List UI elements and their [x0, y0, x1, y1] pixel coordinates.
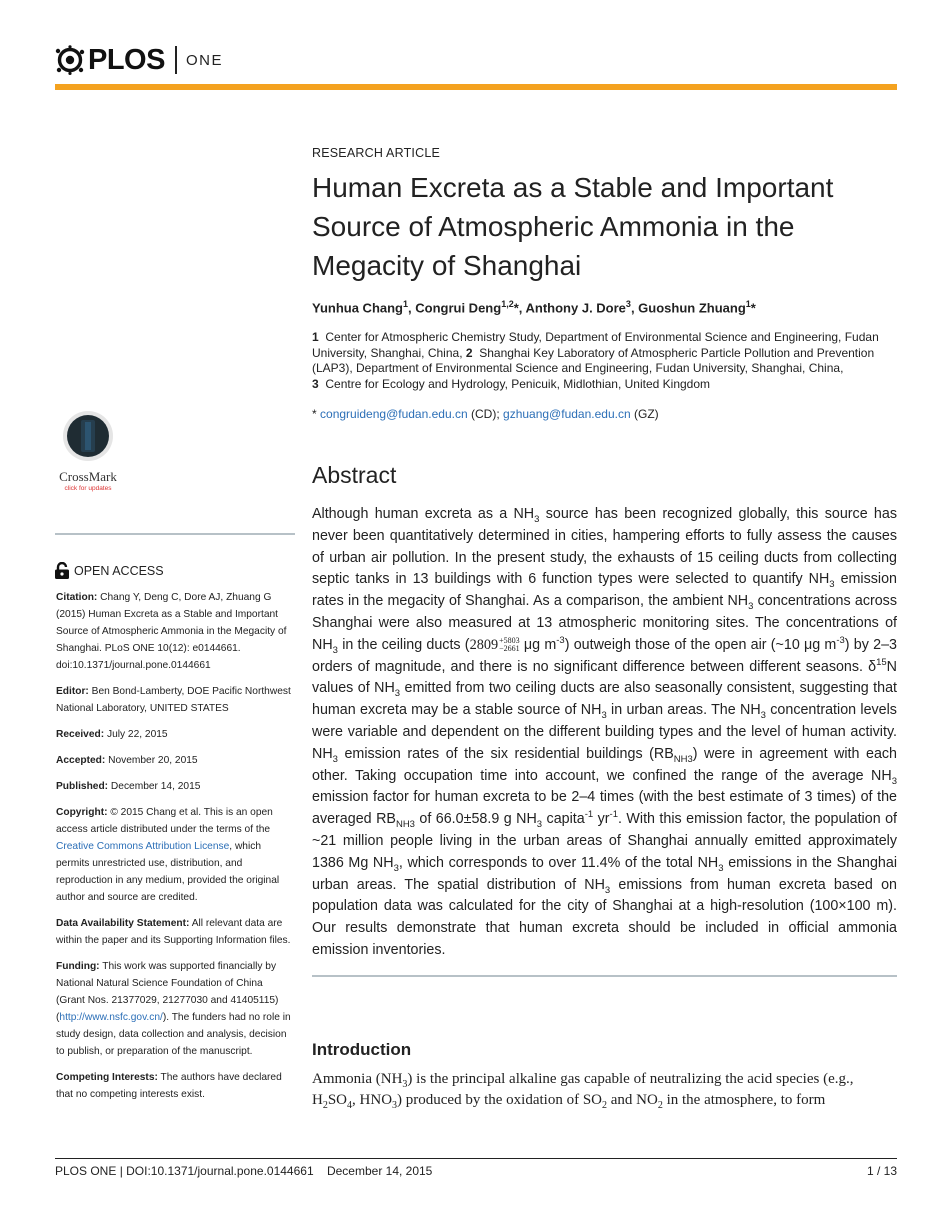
corresponding-emails: [312, 407, 659, 421]
funding-text: This work was supported financially by National Natural Science Foundation of China (Grant Nos. 21377029, 21277030 and 41405115) (: [56, 961, 279, 1023]
corr-star: *: [312, 407, 317, 421]
introduction-body: Ammonia $(NH_3)$ is the principal alkaline gas capable of neutralizing the acid species (e.g., $H_2SO_4$, $HNO_3$) produced by the oxidation of $SO_2$ and $NO_2$ in the atmosphere, to form: [312, 1071, 854, 1111]
open-lock-icon: [55, 562, 69, 579]
title-line: Megacity of Shanghai: [312, 250, 582, 281]
author-affil-ref: 1: [745, 299, 751, 309]
footer-rule: [55, 1158, 897, 1159]
abstract-heading: Abstract: [312, 462, 397, 488]
copyright-block: [56, 804, 294, 906]
article-type: RESEARCH ARTICLE: [312, 146, 441, 160]
article-metadata-sidebar: [56, 589, 294, 1112]
editor-text: Ben Bond-Lamberty, DOE Pacific Northwest National Laboratory, UNITED STATES: [56, 686, 291, 714]
affil-number: 3: [312, 376, 319, 391]
funding-block: [56, 958, 294, 1060]
logo-one-text: ONE: [185, 51, 223, 69]
corresponding-star: *: [750, 300, 756, 316]
meta-label: Data Availability Statement:: [56, 918, 190, 929]
concentration-range: +5803 −2661: [499, 636, 520, 653]
author-name[interactable]: Guoshun Zhuang: [638, 300, 746, 316]
crossmark-sublabel: click for updates: [64, 485, 112, 492]
funding-text: ). The funders had no role in study design, data collection and analysis, decision to publish, or preparation of the manuscript.: [56, 1012, 291, 1057]
author-name[interactable]: Congrui Deng: [415, 300, 502, 316]
meta-label: Competing Interests:: [56, 1072, 158, 1083]
crossmark-icon: [62, 410, 114, 462]
page-number: 1 / 13: [866, 1164, 897, 1178]
article-title: [312, 168, 892, 285]
affil-text: Centre for Ecology and Hydrology, Penicuik, Midlothian, United Kingdom: [325, 376, 711, 391]
meta-label: Copyright:: [56, 807, 108, 818]
received-date: July 22, 2015: [106, 729, 168, 740]
data-availability-text: All relevant data are within the paper and its Supporting Information files.: [56, 918, 291, 946]
footer-citation: PLOS ONE | DOI:10.1371/journal.pone.0144661 December 14, 2015: [55, 1164, 433, 1178]
abstract-body: Although human excreta as a $NH_3$ source has been recognized globally, this source has never been quantitatively determined in cities, hampering efforts to fully assess the causes of urban air pollution. In the present study, the exhausts of 15 ceiling ducts from collecting septic tanks in 13 buildings with 6 function types were selected to quantify $NH_3$ emission rates in the megacity of Shanghai. As a comparison, the ambient $NH_3$ concentrations across Shanghai were also measured at 13 atmospheric monitoring sites. The concentrations of $NH_3$ in the ceiling ducts (2809+5803 −2661 μg $m^{-3}$) outweigh those of the open air (~10 μg $m^{-3}$) by 2–3 orders of magnitude, and there is no significant difference between different seasons. $\delta^{15}N$ values of $NH_3$ emitted from two ceiling ducts are also seasonally consistent, suggesting that human excreta may be a stable source of $NH_3$ in urban areas. The $NH_3$ concentration levels were variable and dependent on the different building types and the level of human activity. $NH_3$ emission rates of the six residential buildings $(RB_{NH3})$ were in agreement with each other. Taking occupation time into account, we confined the range of the average $NH_3$ emission factor for human excreta to be 2–4 times (with the best estimate of 3 times) of the averaged $RB_{NH3}$ of 66.0±58.9 g $NH_3$ capita$^{-1}$ $yr^{-1}$. With this emission factor, the population of ~21 million people living in the urban areas of Shanghai annually emitted approximately 1386 Mg $NH_3$, which corresponds to over 11.4% of the total $NH_3$ emissions in the Shanghai urban areas. The spatial distribution of $NH_3$ emissions from human excreta based on population data was calculated for the city of Shanghai at a high-resolution (100×100 m). Our results demonstrate that human excreta should be included in official ammonia emission inventories.: [312, 506, 898, 958]
author-sep: ,: [630, 300, 639, 316]
plos-logo-icon: [55, 45, 85, 75]
received-block: [56, 726, 294, 743]
title-line: Human Excreta as a Stable and Important: [312, 172, 834, 203]
author-list: [312, 299, 756, 315]
accepted-date: November 20, 2015: [108, 755, 198, 766]
license-link[interactable]: Creative Commons Attribution License: [56, 841, 230, 852]
meta-label: Published:: [56, 781, 109, 792]
email-tag: (CD);: [471, 407, 500, 421]
affil-number: 2: [465, 345, 473, 360]
crossmark-badge[interactable]: [56, 410, 120, 492]
meta-label: Received:: [56, 729, 105, 740]
plos-one-logo[interactable]: [55, 42, 223, 78]
citation-text: Chang Y, Deng C, Dore AJ, Zhuang G (2015) Human Excreta as a Stable and Important Source of Atmospheric Ammonia in the Megacity of Shanghai. PLoS ONE 10(12): e0144661. doi:10.1371/journal.pone.0144661: [56, 592, 287, 671]
email-link-cd[interactable]: congruideng@fudan.edu.cn: [320, 407, 468, 421]
published-date: December 14, 2015: [110, 781, 201, 792]
email-link-gz[interactable]: gzhuang@fudan.edu.cn: [503, 407, 631, 421]
competing-interests-block: [56, 1069, 294, 1103]
published-block: [56, 778, 294, 795]
data-availability-block: [56, 915, 294, 949]
corresponding-star: *: [513, 300, 519, 316]
meta-label: Citation:: [56, 592, 98, 603]
author-sep: ,: [408, 300, 416, 316]
funder-link[interactable]: http://www.nsfc.gov.cn/: [59, 1012, 163, 1023]
affiliations: [312, 330, 897, 392]
copyright-text: © 2015 Chang et al. This is an open access article distributed under the terms of the: [56, 807, 273, 835]
meta-label: Editor:: [56, 686, 89, 697]
author-sep: ,: [518, 300, 526, 316]
concentration-value: 2809: [469, 636, 499, 653]
editor-block: [56, 683, 294, 717]
author-affil-ref: 3: [625, 299, 631, 309]
abstract-divider: [312, 975, 897, 977]
logo-divider: [175, 46, 177, 74]
introduction-heading: Introduction: [312, 1040, 412, 1059]
citation-block: [56, 589, 294, 674]
affil-number: 1: [312, 330, 319, 344]
affil-text: Center for Atmospheric Chemistry Study, Department of Environmental Science and Engineering, Fudan University, Shanghai, China,: [312, 330, 879, 360]
open-access-label: OPEN ACCESS: [74, 563, 164, 578]
open-access-badge: [55, 562, 164, 579]
meta-label: Accepted:: [56, 755, 106, 766]
competing-interests-text: The authors have declared that no competing interests exist.: [56, 1072, 282, 1100]
crossmark-label: CrossMark: [59, 469, 117, 484]
affil-text: Shanghai Key Laboratory of Atmospheric Particle Pollution and Prevention (LAP3), Department of Environmental Science and Engineering, Fudan University, Shanghai, China,: [312, 345, 875, 376]
author-name[interactable]: Anthony J. Dore: [525, 300, 626, 316]
header-accent-bar: [55, 84, 897, 90]
title-line: Source of Atmospheric Ammonia in the: [312, 211, 795, 242]
author-affil-ref: 1: [403, 299, 409, 309]
author-affil-ref: 1,2: [501, 299, 514, 309]
author-name[interactable]: Yunhua Chang: [312, 300, 403, 316]
accepted-block: [56, 752, 294, 769]
copyright-text: , which permits unrestricted use, distribution, and reproduction in any medium, provided the original author and source are credited.: [56, 841, 280, 903]
sidebar-divider: [55, 533, 295, 535]
email-tag: (GZ): [633, 407, 659, 421]
logo-plos-text: PLOS: [88, 43, 165, 76]
meta-label: Funding:: [56, 961, 100, 972]
